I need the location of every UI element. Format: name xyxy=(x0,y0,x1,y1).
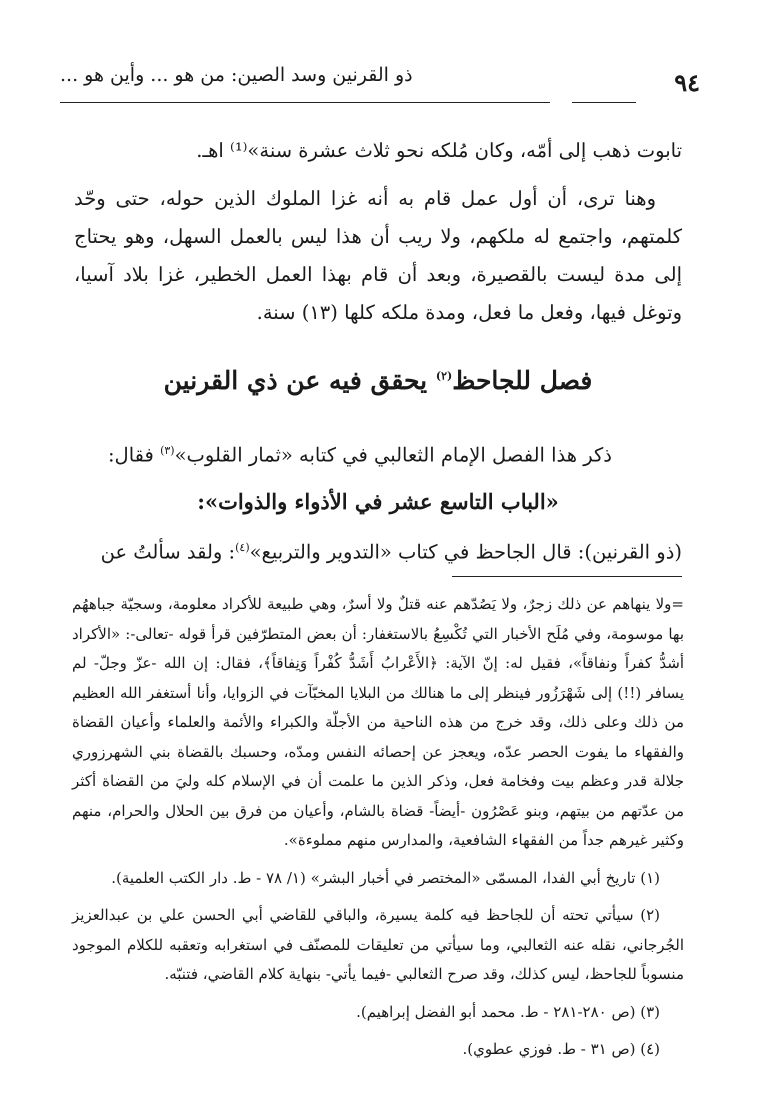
page-number-rule xyxy=(572,102,636,103)
paragraph-1: تابوت ذهب إلى أمّه، وكان مُلكه نحو ثلاث عشرة سنة»⁽¹⁾ اهـ. xyxy=(196,139,682,162)
quote-line-1 xyxy=(74,428,682,479)
paragraph-2: وهنا ترى، أن أول عمل قام به أنه غزا الملوك الذين حوله، حتى وحّد كلمتهم، واجتمع له ملكهم، ولا ريب أن هذا ليس بالعمل السهل، وهو يحتاج إلى مدة ليست بالقصيرة، وبعد أن قام بهذا العمل الخطير، غزا بلاد آسيا، وتوغل فيها، وفعل ما فعل، ومدة ملكه كلها (١٣) سنة. xyxy=(74,187,682,324)
chapter-title: «الباب التاسع عشر في الأذواء والذوات»: xyxy=(197,488,559,514)
quote-line-1-footnote-ref: (٣) xyxy=(160,444,175,457)
quote-line-3-end: : ولقد سألتُ عن xyxy=(100,540,236,563)
running-title: ذو القرنين وسد الصين: من هو ... وأين هو ... xyxy=(60,64,413,86)
footnote-continuation: =ولا ينهاهم عن ذلك زجرٌ، ولا يَصُدّهم عنه قتلٌ ولا أسرٌ، وهي طبيعة للأكراد معلومة، وسجيّة جباههُم بها موسومة، وفي مُلَح الأخبار التي تُكْسِعُ بالاستغفار: أن بعض المتطرّفين قرأ قوله -تعالى-: «الأكراد أشدُّ كفراً ونفاقاً»، فقيل له: إنّ الآية: ﴿الأَعْرابُ أَشَدُّ كُفْراً وَنِفاقاً﴾، فقال: إن الله -عزّ وجلّ- لم يسافر (!!) إلى شَهْرَزُور فينظر إلى ما هنالك من البلايا المخبّآت في الزوايا، وأنا أستغفر الله العظيم من ذلك وعلى ذلك، وقد خرج من هذه الناحية من الأجلّة والكبراء والأئمة والعلماء وأعيان القضاة والفقهاء ما يفوت الحصر عدّه، ويعجز عن إحصائه النفس ومدّه، وحسبك بالقضاة بني الشهرزوري جلالة قدر وعظم بيت وفخامة فعل، وذكر الذين ما علمت أن في الإسلام كله وليَ من القضاة أكثر من عدّتهم من بيتهم، وبنو عَصْرُون -أيضاً- قضاة بالشام، وأعيان من فرق بين الحلال والحرام، منهم وكثير غيرهم جداً من الفقهاء الشافعية، والمدارس منهم مملوءة». xyxy=(72,595,684,849)
quote-line-3 xyxy=(74,525,682,576)
footnote-4: (٤) (ص ٣١ - ط. فوزي عطوي). xyxy=(462,1040,660,1058)
quote-line-3-footnote-ref: (٤) xyxy=(235,540,250,554)
header-rule xyxy=(60,102,550,103)
quote-line-1-text: ذكر هذا الفصل الإمام الثعالبي في كتابه «ثمار القلوب» xyxy=(174,443,612,467)
section-heading-footnote-ref: (٢) xyxy=(435,369,453,383)
footnote-1: (١) تاريخ أبي الفدا، المسمّى «المختصر في أخبار البشر» (١/ ٧٨ - ط. دار الكتب العلمية). xyxy=(111,868,660,887)
main-text xyxy=(74,132,682,342)
running-header xyxy=(60,64,700,116)
section-heading-text-end: يحقق فيه عن ذي القرنين xyxy=(163,366,436,395)
footnotes xyxy=(72,590,684,1065)
footnote-separator xyxy=(452,576,682,577)
section-heading-text: فصل للجاحظ xyxy=(452,366,593,395)
quote-line-3-text: (ذو القرنين): قال الجاحظ في كتاب «التدوير والتربيع» xyxy=(249,540,682,563)
page-number: ٩٤ xyxy=(674,68,700,97)
footnote-3: (٣) (ص ٢٨٠-٢٨١ - ط. محمد أبو الفضل إبراهيم). xyxy=(356,1002,660,1021)
quote-line-1-end: فقال: xyxy=(107,443,161,467)
quote-block xyxy=(74,428,682,575)
section-heading xyxy=(74,366,682,395)
footnote-2: (٢) سيأتي تحته أن للجاحظ فيه كلمة يسيرة، والباقي للقاضي أبي الحسن علي بن عبدالعزيز الجُرجاني، نقله عنه الثعالبي، وما سيأتي من تعليقات للمصنّف في استغرابه وتعقبه للكلام الموجود منسوباً للجاحظ، ليس كذلك، وقد صرح الثعالبي -فيما يأتي- بنهاية كلام القاضي، فتنبّه. xyxy=(72,906,684,983)
